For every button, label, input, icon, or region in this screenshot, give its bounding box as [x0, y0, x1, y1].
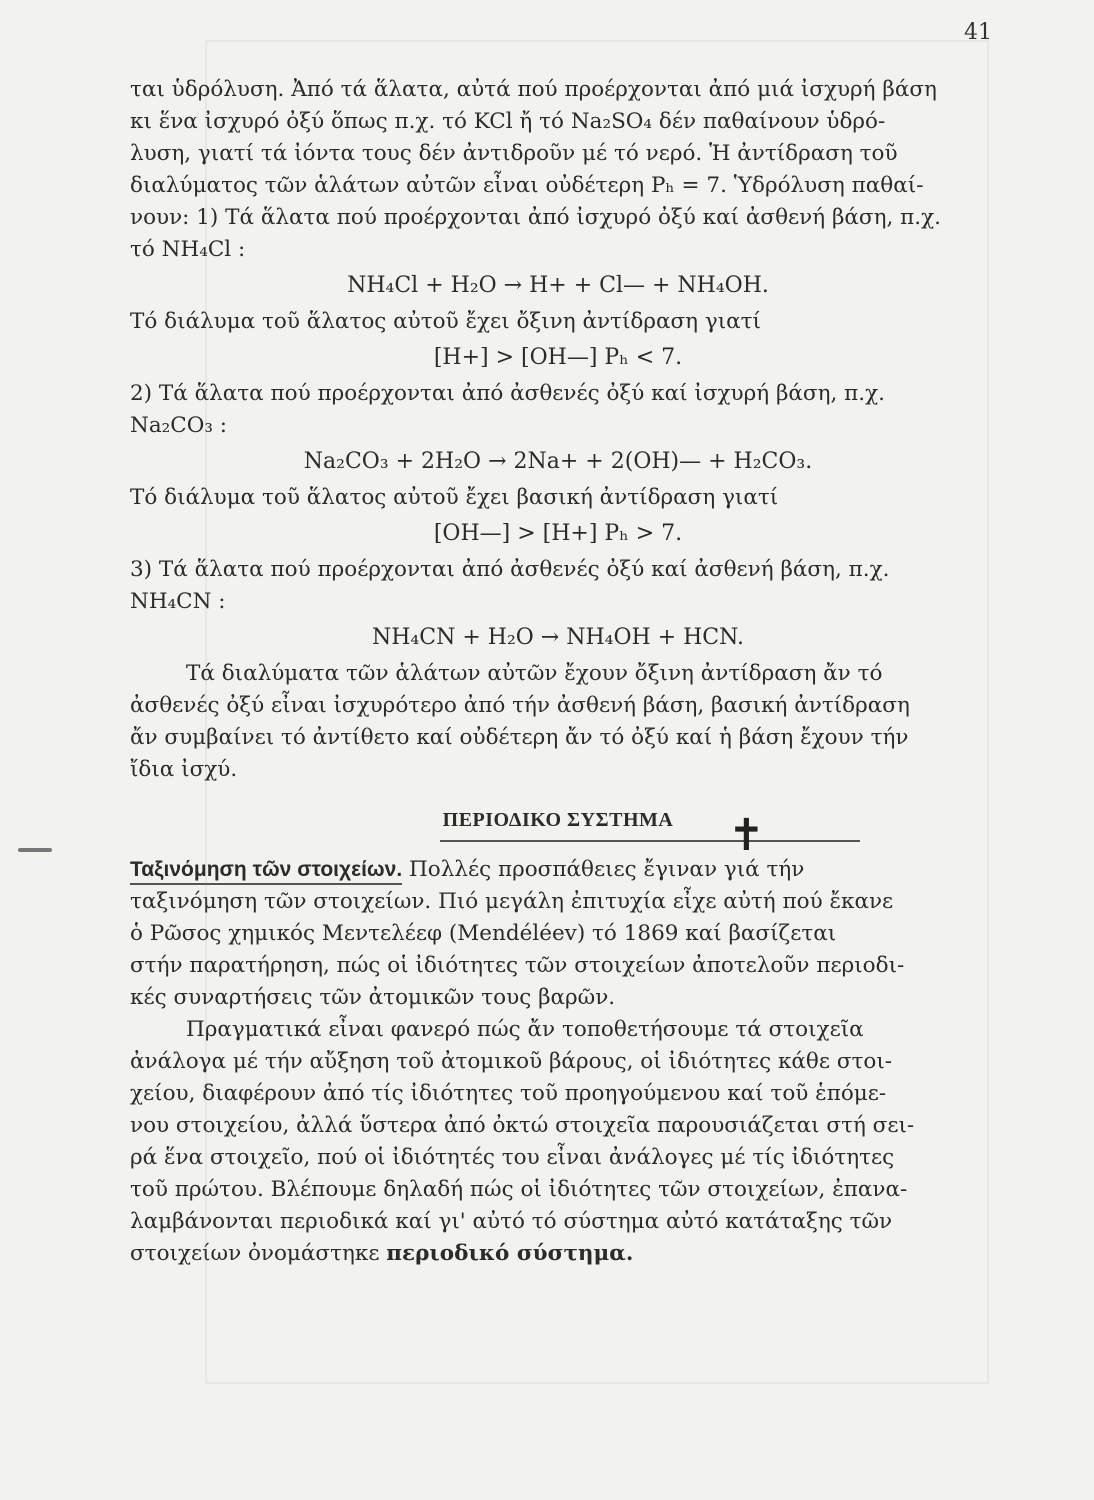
margin-smudge — [18, 848, 52, 852]
text-line: Πραγματικά εἶναι φανερό πώς ἄν τοποθετήσουμε τά στοιχεῖα — [186, 1017, 864, 1042]
text-line: ἴδια ἰσχύ. — [130, 757, 238, 782]
text-line: διαλύματος τῶν ἁλάτων αὐτῶν εἶναι οὐδέτερη Pₕ = 7. Ὑδρόλυση παθαί- — [130, 173, 924, 198]
text-line: Τά διαλύματα τῶν ἁλάτων αὐτῶν ἔχουν ὄξινη ἀντίδραση ἄν τό — [186, 661, 883, 686]
text-fragment: Πολλές προσπάθειες ἔγιναν γιά τήν — [402, 857, 805, 882]
text-line: στήν παρατήρηση, πώς οἱ ἰδιότητες τῶν στοιχείων ἀποτελοῦν περιοδι- — [130, 953, 905, 978]
text-line: τοῦ πρώτου. Βλέπουμε δηλαδή πώς οἱ ἰδιότητες τῶν στοιχείων, ἐπανα- — [130, 1177, 908, 1202]
equation-na2co3: Na₂CO₃ + 2H₂O → 2Na+ + 2(OH)— + H₂CO₃. — [303, 449, 813, 474]
text-line: Τό διάλυμα τοῦ ἅλατος αὐτοῦ ἔχει βασική ἀντίδραση γιατί — [130, 485, 779, 510]
equation-nh4cn: NH₄CN + H₂O → NH₄OH + HCN. — [372, 625, 744, 650]
show-through-table-outline — [205, 40, 989, 1384]
page-number: 41 — [964, 20, 992, 45]
bold-term: περιοδικό σύστημα. — [386, 1241, 634, 1266]
equation-nh4cl: NH₄Cl + H₂O → H+ + Cl— + NH₄OH. — [347, 273, 769, 298]
text-line: 2) Τά ἅλατα πού προέρχονται ἀπό ἀσθενές ὀξύ καί ἰσχυρή βάση, π.χ. — [130, 381, 885, 406]
text-fragment: στοιχείων ὀνομάστηκε — [130, 1241, 387, 1266]
text-line: NH₄CN : — [130, 589, 226, 614]
text-line: κι ἕνα ἰσχυρό ὀξύ ὅπως π.χ. τό KCl ἤ τό Na₂SO₄ δέν παθαίνουν ὑδρό- — [130, 109, 886, 134]
condition-acidic: [H+] > [OH—] Pₕ < 7. — [433, 345, 683, 370]
text-line: νου στοιχείου, ἀλλά ὕστερα ἀπό ὀκτώ στοιχεῖα παρουσιάζεται στή σει- — [130, 1113, 915, 1138]
text-line: ἄν συμβαίνει τό ἀντίθετο καί οὐδέτερη ἄν τό ὀξύ καί ἡ βάση ἔχουν τήν — [130, 725, 909, 750]
handwritten-cross-mark: ✝ — [728, 810, 765, 861]
text-line: ταξινόμηση τῶν στοιχείων. Πιό μεγάλη ἐπιτυχία εἶχε αὐτή πού ἔκανε — [130, 889, 894, 914]
text-line: Τό διάλυμα τοῦ ἅλατος αὐτοῦ ἔχει ὄξινη ἀντίδραση γιατί — [130, 309, 761, 334]
text-line: τό NH₄Cl : — [130, 237, 246, 262]
text-line: ὁ Ρῶσος χημικός Μεντελέεφ (Mendéléev) τό 1869 καί βασίζεται — [130, 921, 837, 946]
section-heading-text: ΠΕΡΙΟΔΙΚΟ ΣΥΣΤΗΜΑ — [442, 809, 674, 831]
text-line: κές συναρτήσεις τῶν ἀτομικῶν τους βαρῶν. — [130, 985, 616, 1010]
text-line: ται ὑδρόλυση. Ἀπό τά ἅλατα, αὐτά πού προέρχονται ἀπό μιά ἰσχυρή βάση — [130, 77, 937, 102]
subsection-title: Ταξινόμηση τῶν στοιχείων. — [130, 858, 402, 885]
section-heading — [130, 804, 986, 836]
text-line: λαμβάνονται περιοδικά καί γι' αὐτό τό σύστημα αὐτό κατάταξης τῶν — [130, 1209, 893, 1234]
text-line: 3) Τά ἅλατα πού προέρχονται ἀπό ἀσθενές ὀξύ καί ἀσθενή βάση, π.χ. — [130, 557, 890, 582]
text-line: ρά ἕνα στοιχεῖο, πού οἱ ἰδιότητές του εἶναι ἀνάλογες μέ τίς ἰδιότητες — [130, 1145, 895, 1170]
text-line: ἀσθενές ὀξύ εἶναι ἰσχυρότερο ἀπό τήν ἀσθενή βάση, βασική ἀντίδραση — [130, 693, 910, 718]
text-line: λυση, γιατί τά ἰόντα τους δέν ἀντιδροῦν μέ τό νερό. Ἡ ἀντίδραση τοῦ — [130, 141, 898, 166]
text-line: χείου, διαφέρουν ἀπό τίς ἰδιότητες τοῦ προηγούμενου καί τοῦ ἑπόμε- — [130, 1081, 887, 1106]
text-line: ἀνάλογα μέ τήν αὔξηση τοῦ ἀτομικοῦ βάρους, οἱ ἰδιότητες κάθε στοι- — [130, 1049, 893, 1074]
text-line: νουν: 1) Τά ἅλατα πού προέρχονται ἀπό ἰσχυρό ὀξύ καί ἀσθενή βάση, π.χ. — [130, 205, 941, 230]
text-line: Na₂CO₃ : — [130, 413, 228, 438]
condition-basic: [OH—] > [H+] Pₕ > 7. — [433, 521, 683, 546]
